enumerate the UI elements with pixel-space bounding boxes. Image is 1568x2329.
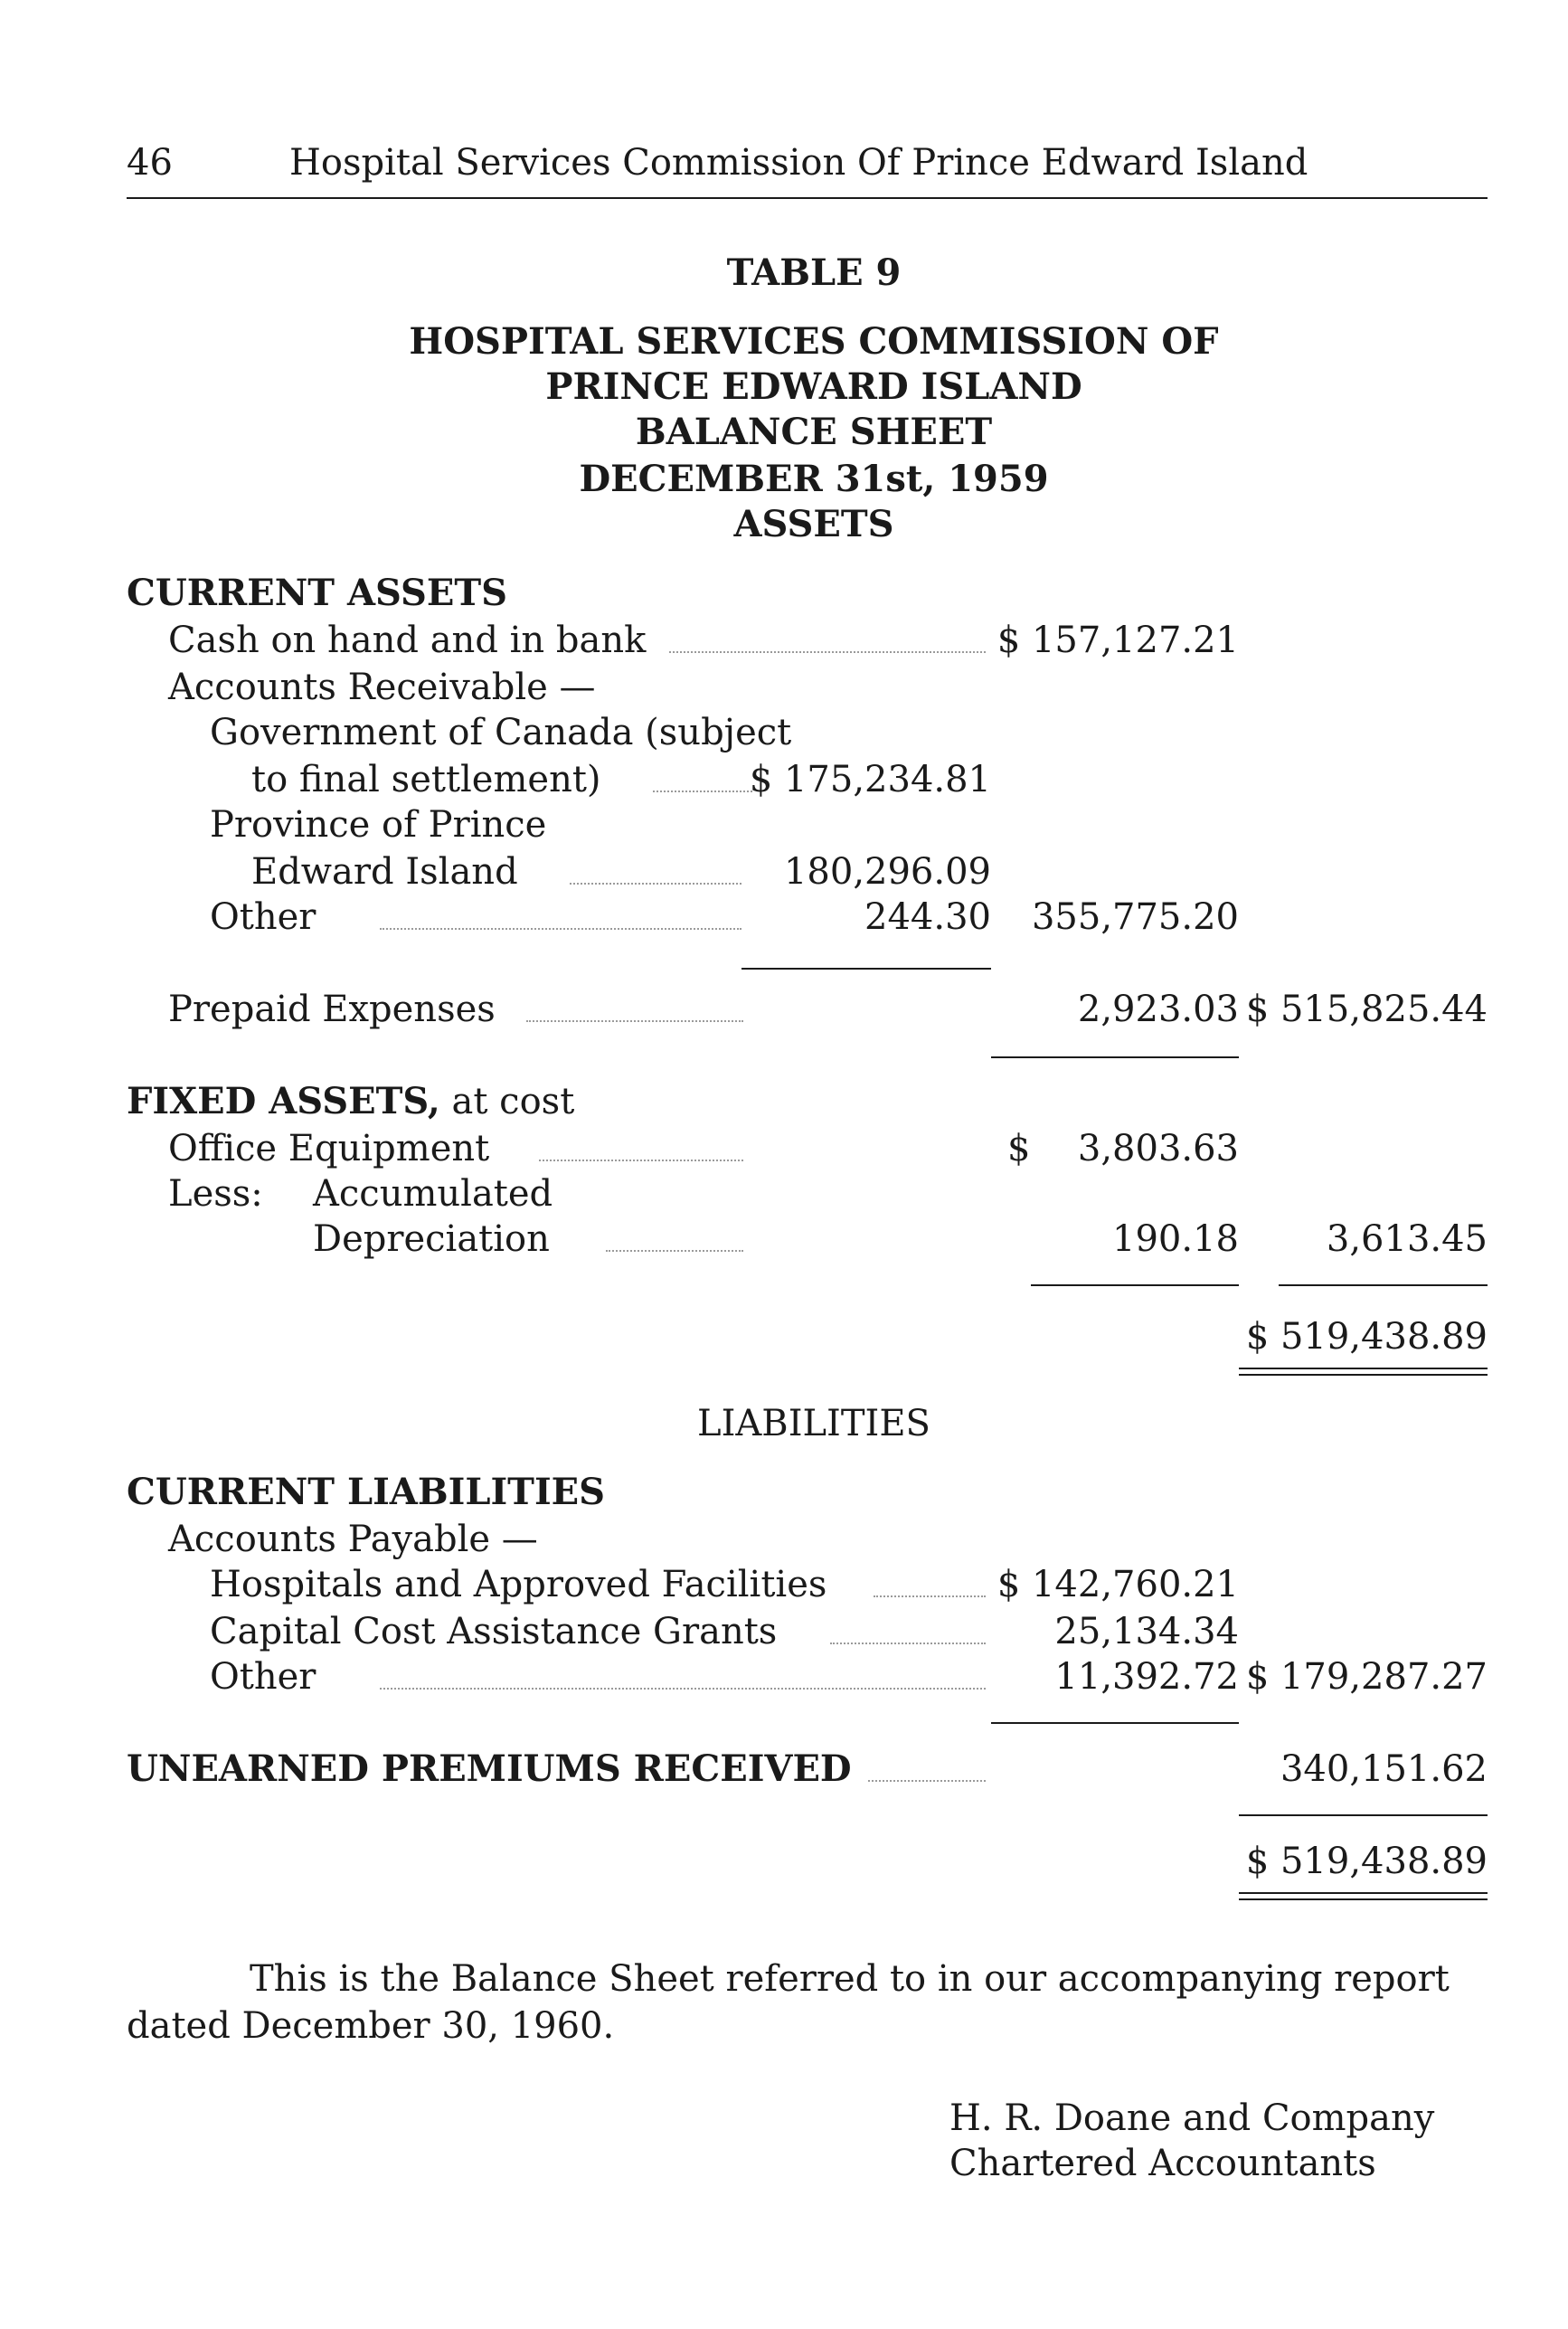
unearned-premiums-label: UNEARNED PREMIUMS RECEIVED [127,1747,852,1790]
running-title: Hospital Services Commission Of Prince Edward Island [289,142,1308,184]
leader [570,883,741,885]
depreciation-amount: 190.18 [1112,1218,1239,1260]
liabilities-grand-total: $ 519,438.89 [1245,1841,1488,1882]
title-line-2: PRINCE EDWARD ISLAND [545,365,1082,408]
liabilities-heading: LIABILITIES [697,1403,930,1444]
other-payable-label: Other [210,1656,316,1698]
title-line-1: HOSPITAL SERVICES COMMISSION OF [409,320,1219,363]
fixed-assets-heading: FIXED ASSETS, at cost [127,1080,575,1122]
leader [874,1595,986,1597]
leader [868,1780,986,1782]
subtotal-rule [1031,1284,1239,1286]
current-assets-heading: CURRENT ASSETS [127,572,508,614]
subtotal-rule [1279,1284,1488,1286]
title-line-3: BALANCE SHEET [635,411,993,453]
leader [606,1250,743,1252]
hospitals-amount: $ 142,760.21 [997,1564,1239,1605]
prov-label-2: Edward Island [251,851,518,893]
note-line-2: dated December 30, 1960. [127,2005,615,2047]
unearned-premiums-amount: 340,151.62 [1280,1748,1488,1790]
other-label: Other [210,896,316,938]
page-number: 46 [127,142,173,184]
assets-grand-total: $ 519,438.89 [1245,1316,1488,1358]
subtotal-rule [991,1722,1239,1724]
leader [669,651,986,653]
leader [539,1160,743,1161]
prepaid-amount: 2,923.03 [1077,989,1239,1030]
subtotal-rule [741,968,991,970]
accounts-payable-label: Accounts Payable — [168,1519,538,1560]
depreciation-label: Depreciation [313,1218,550,1260]
note-line-1: This is the Balance Sheet referred to in our accompanying report [250,1958,1450,2000]
hospitals-label: Hospitals and Approved Facilities [210,1564,827,1605]
signer-line-1: H. R. Doane and Company [949,2097,1435,2139]
prov-label-1: Province of Prince [210,804,547,846]
table-number: TABLE 9 [726,251,902,294]
double-rule [1239,1892,1488,1900]
double-rule [1239,1368,1488,1376]
title-line-5: ASSETS [733,503,894,545]
leader [380,928,741,930]
less-label: Less: [168,1173,263,1215]
cash-label: Cash on hand and in bank [168,620,647,661]
signer-line-2: Chartered Accountants [949,2143,1376,2184]
leader [830,1643,986,1644]
fixed-assets-net: 3,613.45 [1326,1218,1488,1260]
office-amount: 3,803.63 [1077,1128,1239,1169]
current-liabilities-heading: CURRENT LIABILITIES [127,1471,606,1513]
gov-label-2: to final settlement) [251,759,601,800]
other-payable-amount: 11,392.72 [1054,1656,1239,1698]
current-assets-total: $ 515,825.44 [1245,989,1488,1030]
cash-amount: $ 157,127.21 [997,620,1239,661]
office-equipment-label: Office Equipment [168,1128,490,1169]
capital-cost-label: Capital Cost Assistance Grants [210,1611,778,1652]
ar-total: 355,775.20 [1031,896,1239,938]
gov-amount: $ 175,234.81 [749,759,991,800]
leader [526,1020,743,1022]
gov-label-1: Government of Canada (subject [210,712,792,753]
subtotal-rule [991,1056,1239,1058]
title-line-4: DECEMBER 31st, 1959 [579,458,1049,500]
ar-label: Accounts Receivable — [168,667,596,708]
header-rule [127,197,1488,199]
prov-amount: 180,296.09 [783,851,991,893]
office-dollar: $ [1007,1128,1031,1169]
leader [380,1688,986,1690]
current-liabilities-total: $ 179,287.27 [1245,1656,1488,1698]
capital-cost-amount: 25,134.34 [1054,1611,1239,1652]
other-amount: 244.30 [864,896,991,938]
subtotal-rule [1239,1814,1488,1816]
accumulated-label: Accumulated [313,1173,553,1215]
prepaid-label: Prepaid Expenses [168,989,496,1030]
